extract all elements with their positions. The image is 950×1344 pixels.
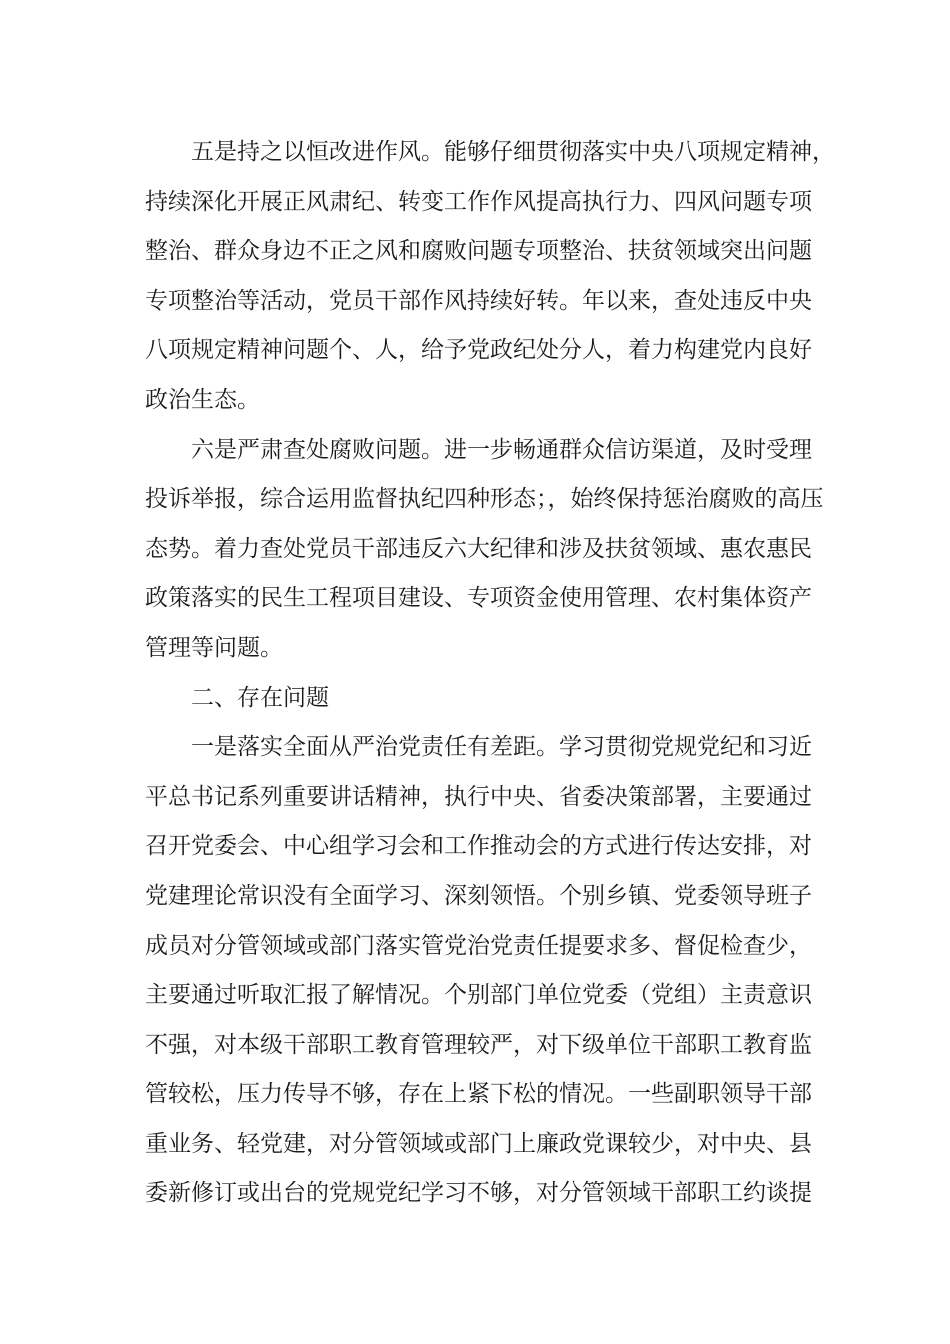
text-line: 持续深化开展正风肃纪、转变工作作风提高执行力、四风问题专项 [145,188,812,215]
text-line: 委新修订或出台的党规党纪学习不够，对分管领域干部职工约谈提 [145,1180,812,1207]
text-line: 一是落实全面从严治党责任有差距。学习贯彻党规党纪和习近 [191,734,812,761]
text-line: 成员对分管领域或部门落实管党治党责任提要求多、督促检查少， [145,932,812,959]
paragraph-five-persistent-style [145,128,835,426]
text-line: 党建理论常识没有全面学习、深刻领悟。个别乡镇、党委领导班子 [145,882,812,909]
text-line: 政治生态。 [145,386,260,413]
paragraph-one-responsibility-gap [145,723,825,1219]
section-heading-problems [145,674,825,724]
text-line: 政策落实的民生工程项目建设、专项资金使用管理、农村集体资产 [145,585,812,612]
paragraph-six-corruption [145,426,825,674]
text-line: 八项规定精神问题个、人，给予党政纪处分人，着力构建党内良好 [145,337,812,364]
text-line: 召开党委会、中心组学习会和工作推动会的方式进行传达安排，对 [145,833,812,860]
text-line: 五是持之以恒改进作风。能够仔细贯彻落实中央八项规定精神， [191,139,835,165]
text-line: 态势。着力查处党员干部违反六大纪律和涉及扶贫领域、惠农惠民 [145,535,812,562]
text-line: 专项整治等活动，党员干部作风持续好转。年以来，查处违反中央 [145,287,812,314]
text-line: 重业务、轻党建，对分管领域或部门上廉政党课较少，对中央、县 [145,1130,812,1157]
document-body [145,128,835,1219]
text-line: 主要通过听取汇报了解情况。个别部门单位党委（党组）主责意识 [145,982,812,1009]
section-heading: 二、存在问题 [191,684,329,711]
text-line: 管理等问题。 [145,634,283,661]
text-line: 不强，对本级干部职工教育管理较严，对下级单位干部职工教育监 [145,1031,812,1058]
text-line: 投诉举报，综合运用监督执纪四种形态；，始终保持惩治腐败的高压 [145,486,824,513]
text-line: 整治、群众身边不正之风和腐败问题专项整治、扶贫领域突出问题 [145,238,812,265]
text-line: 平总书记系列重要讲话精神，执行中央、省委决策部署，主要通过 [145,783,812,810]
text-line: 六是严肃查处腐败问题。进一步畅通群众信访渠道，及时受理 [191,436,812,463]
text-line: 管较松，压力传导不够，存在上紧下松的情况。一些副职领导干部 [145,1081,812,1108]
